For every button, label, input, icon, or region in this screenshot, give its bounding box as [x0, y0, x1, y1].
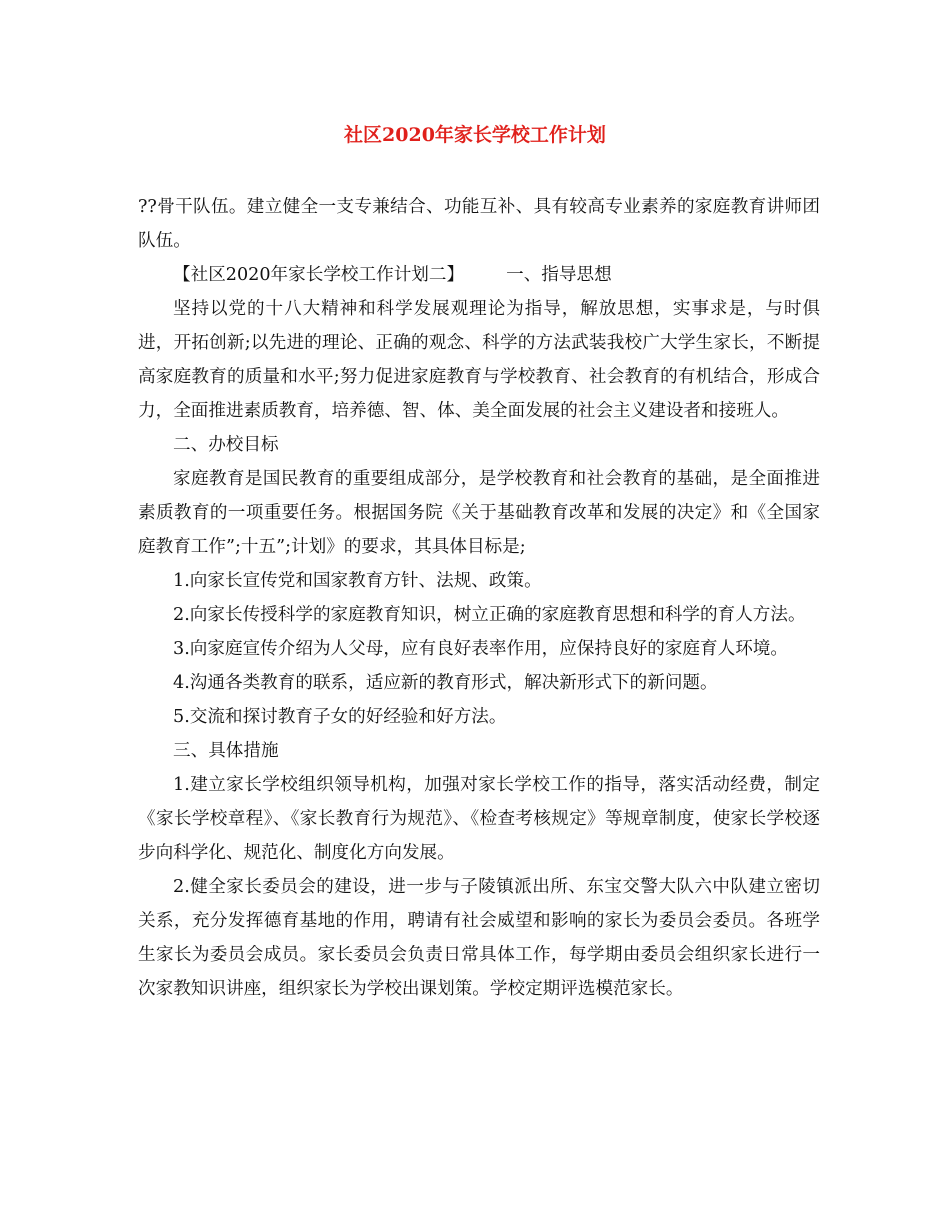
section-heading-guiding-ideology: 一、指导思想 [506, 265, 612, 285]
paragraph-guiding-ideology: 坚持以党的十八大精神和科学发展观理论为指导，解放思想，实事求是，与时俱进，开拓创新;以先进的理论、正确的观念、科学的方法武装我校广大学生家长，不断提高家庭教育的质量和水平;努力促进家庭教育与学校教育、社会教育的有机结合，形成合力，全面推进素质教育，培养德、智、体、美全面发展的社会主义建设者和接班人。 [138, 299, 820, 421]
goal-item-4: 4.沟通各类教育的联系，适应新的教育形式，解决新形式下的新问题。 [173, 673, 718, 693]
section-heading-school-goals: 二、办校目标 [173, 435, 279, 455]
measure-item-1: 1.建立家长学校组织领导机构，加强对家长学校工作的指导，落实活动经费，制定《家长学校章程》、《家长教育行为规范》、《检查考核规定》等规章制度，使家长学校逐步向科学化、规范化、制度化方向发展。 [138, 775, 820, 863]
measure-item-2: 2.健全家长委员会的建设，进一步与子陵镇派出所、东宝交警大队六中队建立密切关系，充分发挥德育基地的作用，聘请有社会威望和影响的家长为委员会委员。各班学生家长为委员会成员。家长委员会负责日常具体工作，每学期由委员会组织家长进行一次家教知识讲座，组织家长为学校出课划策。学校定期评选模范家长。 [138, 877, 820, 999]
goal-item-1: 1.向家长宣传党和国家教育方针、法规、政策。 [173, 571, 542, 591]
section-heading-measures: 三、具体措施 [173, 741, 279, 761]
document-body [138, 190, 820, 1006]
document-title: 社区2020年家长学校工作计划 [344, 124, 606, 146]
paragraph-intro: ??骨干队伍。建立健全一支专兼结合、功能互补、具有较高专业素养的家庭教育讲师团队伍。 [138, 197, 820, 251]
section-header-line [138, 258, 820, 292]
paragraph-school-goals: 家庭教育是国民教育的重要组成部分，是学校教育和社会教育的基础，是全面推进素质教育的一项重要任务。根据国务院《关于基础教育改革和发展的决定》和《全国家庭教育工作”;十五”;计划》的要求，其具体目标是; [138, 469, 820, 557]
goal-item-3: 3.向家庭宣传介绍为人父母，应有良好表率作用，应保持良好的家庭育人环境。 [173, 639, 788, 659]
goal-item-2: 2.向家长传授科学的家庭教育知识，树立正确的家庭教育思想和科学的育人方法。 [173, 605, 806, 625]
plan-subtitle: 【社区2020年家长学校工作计划二】 [173, 265, 465, 285]
goal-item-5: 5.交流和探讨教育子女的好经验和好方法。 [173, 707, 507, 727]
